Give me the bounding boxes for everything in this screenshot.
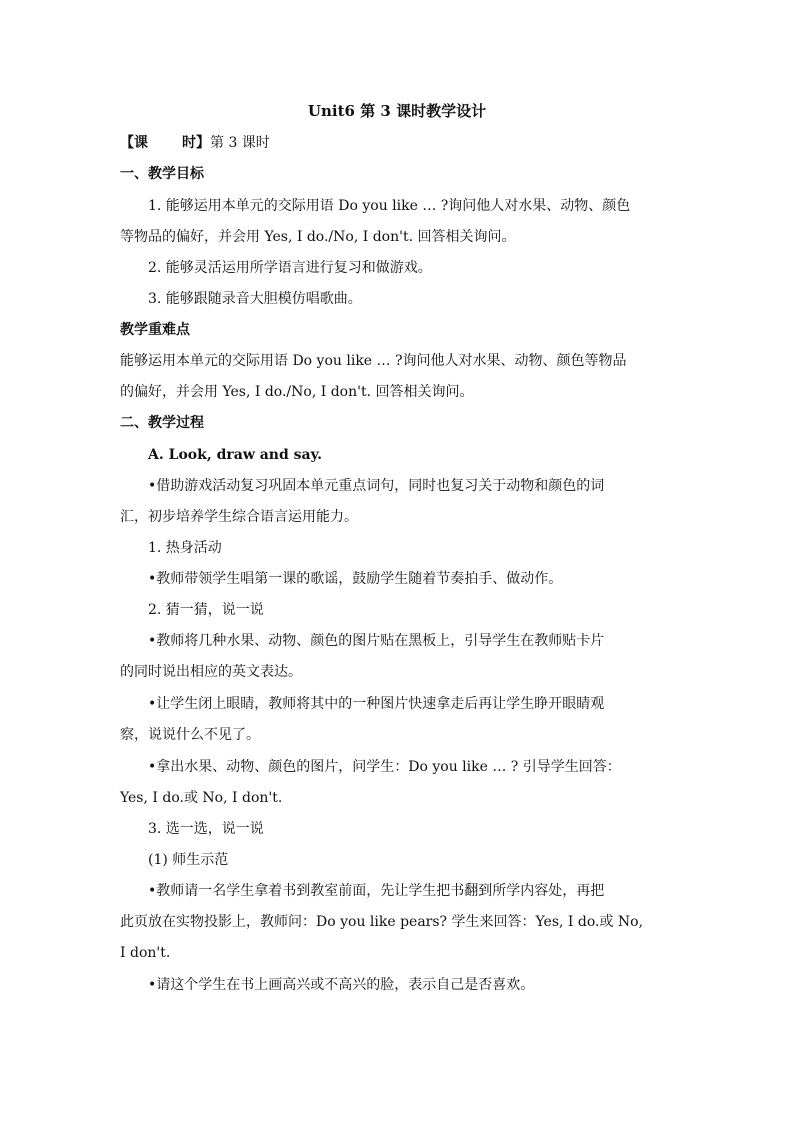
goal-2: 2. 能够灵活运用所学语言进行复习和做游戏。	[148, 260, 432, 276]
step-2-bullet-3-line-1: •拿出水果、动物、颜色的图片，问学生：Do you like … ? 引导学生回答：	[148, 759, 621, 775]
step-2-heading: 2. 猜一猜，说一说	[148, 602, 264, 618]
part-a-heading: A. Look, draw and say.	[148, 447, 323, 463]
step-3-heading: 3. 选一选，说一说	[148, 821, 264, 837]
key-points-line-2: 的偏好，并会用 Yes, I do./No, I don't. 回答相关询问。	[120, 384, 474, 400]
lesson-value: 第 3 课时	[210, 135, 270, 151]
step-3-bullet-1-line-1: •教师请一名学生拿着书到教室前面，先让学生把书翻到所学内容处，再把	[148, 883, 605, 899]
step-2-bullet-1-line-1: •教师将几种水果、动物、颜色的图片贴在黑板上，引导学生在教师贴卡片	[148, 633, 605, 649]
step-2-bullet-2-line-2: 察，说说什么不见了。	[120, 727, 260, 743]
goal-1-line-1: 1. 能够运用本单元的交际用语 Do you like … ?询问他人对水果、动物、颜色	[148, 198, 631, 214]
key-points-heading: 教学重难点	[120, 322, 190, 338]
part-a-line-2: 汇，初步培养学生综合语言运用能力。	[120, 509, 358, 525]
lesson-line	[120, 132, 680, 154]
part-a-line-1: •借助游戏活动复习巩固本单元重点词句，同时也复习关于动物和颜色的词	[148, 478, 605, 494]
step-2-bullet-2-line-1: •让学生闭上眼睛，教师将其中的一种图片快速拿走后再让学生睁开眼睛观	[148, 696, 605, 712]
step-3-bullet-1-line-2: 此页放在实物投影上，教师问：Do you like pears? 学生来回答：Yes, I do.或 No,	[120, 914, 644, 930]
step-3-bullet-2: •请这个学生在书上画高兴或不高兴的脸，表示自己是否喜欢。	[148, 977, 535, 993]
step-1-bullet-1: •教师带领学生唱第一课的歌谣，鼓励学生随着节奏拍手、做动作。	[148, 571, 563, 587]
section-heading-process: 二、教学过程	[120, 415, 204, 431]
page-title: Unit6 第 3 课时教学设计	[307, 102, 487, 120]
step-1-heading: 1. 热身活动	[148, 540, 222, 556]
section-heading-goals: 一、教学目标	[120, 166, 204, 182]
step-2-bullet-3-line-2: Yes, I do.或 No, I don't.	[120, 790, 283, 806]
goal-3: 3. 能够跟随录音大胆模仿唱歌曲。	[148, 291, 362, 307]
step-3-bullet-1-line-3: I don't.	[120, 945, 171, 961]
lesson-label-end: 时】	[182, 135, 210, 151]
goal-1-line-2: 等物品的偏好，并会用 Yes, I do./No, I don't. 回答相关询问。	[120, 229, 516, 245]
step-2-bullet-1-line-2: 的同时说出相应的英文表达。	[120, 664, 302, 680]
step-3-sub-1: (1) 师生示范	[148, 852, 229, 868]
key-points-line-1: 能够运用本单元的交际用语 Do you like … ?询问他人对水果、动物、颜色等物品	[120, 353, 627, 369]
lesson-label-start: 【课	[120, 135, 148, 151]
